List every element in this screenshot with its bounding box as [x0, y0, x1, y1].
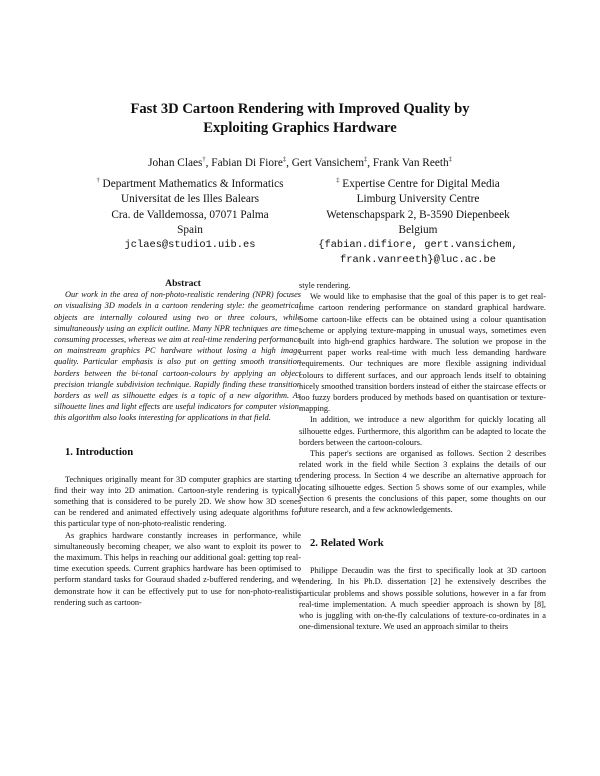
affiliation-line: Wetenschapspark 2, B-3590 Diepenbeek [326, 208, 510, 221]
author-email: jclaes@studio1.uib.es [124, 239, 256, 252]
section-heading-related-work: 2. Related Work [310, 538, 384, 550]
paragraph: As graphics hardware constantly increases in performance, while simultaneously becoming cheaper, we also want to exploit its power to the maximum. This helps in reaching our additional goal: getting top real-time execution speeds. Current graphics hardware has been optimised to perform standard tasks for Gouraud shaded z-buffered rendering, and we demonstrate how it can be effectively put to use for non-photo-realistic rendering such as cartoon- [54, 530, 301, 607]
left-column [54, 278, 301, 608]
author-list: Johan Claes†, Fabian Di Fiore‡, Gert Vansichem‡, Frank Van Reeth‡ [148, 156, 452, 169]
paragraph: We would like to emphasise that the goal of this paper is to get real-time cartoon rendering performance on standard graphical hardware. Some cartoon-like effects can be obtained using a colour quantisation scheme or applying texture-mapping in unusual ways, sometimes even built into high-end graphics hardware. The solution we propose in the current paper works real-time with much less demanding hardware requirements. Our techniques are more flexible assigning individual colours to different surfaces, and our approach lends itself to obtaining nicely smoothed transition borders instead of either the staircase effects or too fuzzy borders produced by methods based on quantisation or texture-mapping. [299, 292, 546, 414]
affiliation-line: † Department Mathematics & Informatics [96, 177, 284, 190]
author-name: Gert Vansichem [291, 157, 365, 169]
title-line-2: Exploiting Graphics Hardware [203, 119, 397, 136]
title-line-1: Fast 3D Cartoon Rendering with Improved Quality by [130, 101, 470, 117]
author-name: Frank Van Reeth [372, 157, 449, 169]
affiliation-line: ‡ Expertise Centre for Digital Media [336, 177, 500, 190]
affiliation-line: Spain [177, 223, 203, 236]
right-column [299, 280, 546, 632]
affiliation-uib [80, 177, 300, 253]
paper-title [40, 100, 560, 137]
abstract-text: Our work in the area of non-photo-realistic rendering (NPR) focuses on visualising 3D models in a cartoon rendering style: the geometrical objects are internally coloured using two or three colours, while simultaneously using an explicit outline. Many NPR techniques are time-consuming processes, whereas we aim at real-time rendering performance on mainstream graphics PC hardware without losing a high image quality. Particular emphasis is also put on getting smooth transition borders between the bi-tonal cartoon-colours by applying an object precision triangle subdivision technique. Rapidly finding these transition borders as well as silhouette edges is a topic of a new algorithm. As silhouette lines and light effects are useful indicators for computer vision, this algorithm also looks interesting for applications in that field. [54, 290, 301, 423]
author-email: {fabian.difiore, gert.vansichem, [318, 239, 518, 252]
author-mark: ‡ [282, 156, 287, 164]
section-heading-introduction: 1. Introduction [65, 446, 134, 458]
paragraph: Techniques originally meant for 3D computer graphics are starting to find their way into 2D animation. Cartoon-style rendering is typically something that is considered to be purely 2D. We show how 3D scenes can be rendered and animated effectively using adequate algorithms for this particular type of non-photo-realistic rendering. [54, 474, 301, 529]
author-name: Johan Claes [148, 157, 203, 169]
paragraph: Philippe Decaudin was the first to specifically look at 3D cartoon rendering. In his Ph.D. dissertation [2] he extensively describes the particular problems and shows possible solutions, however in a far from real-time implementation. A much speedier approach is shown by [8], who is juggling with on-the-fly calculations of texture-co-ordinates in a one-dimensional texture. We used an approach similar to theirs [299, 566, 546, 632]
author-mark: † [202, 156, 206, 164]
affiliation-luc [292, 177, 544, 268]
affiliation-mark: ‡ [336, 177, 340, 185]
paragraph: This paper's sections are organised as follows. Section 2 describes related work in the field while Section 3 explains the details of our rendering process. In Section 4 we describe an alternative approach for locating silhouette edges. Section 5 shows some of our examples, while Section 6 presents the conclusions of this paper, some thoughts on our future research, and a few acknowledgements. [299, 449, 546, 515]
affiliation-mark: † [96, 177, 100, 185]
paragraph: style rendering. [299, 281, 351, 290]
author-name: Fabian Di Fiore [211, 157, 283, 169]
author-mark: ‡ [448, 156, 452, 164]
author-mark: ‡ [364, 156, 368, 164]
abstract-heading: Abstract [165, 278, 201, 289]
affiliation-line: Universitat de les Illes Balears [120, 193, 260, 206]
abstract-body [54, 289, 301, 423]
affiliation-line: Limburg University Centre [356, 193, 480, 206]
author-email: frank.vanreeth}@luc.ac.be [340, 254, 496, 267]
affiliation-line: Belgium [398, 223, 438, 236]
affiliation-line: Cra. de Valldemossa, 07071 Palma [111, 208, 269, 221]
paragraph: In addition, we introduce a new algorithm for quickly locating all silhouette edges. Furthermore, this algorithm can be adapted to locate the borders between the cartoon-colours. [299, 415, 546, 447]
